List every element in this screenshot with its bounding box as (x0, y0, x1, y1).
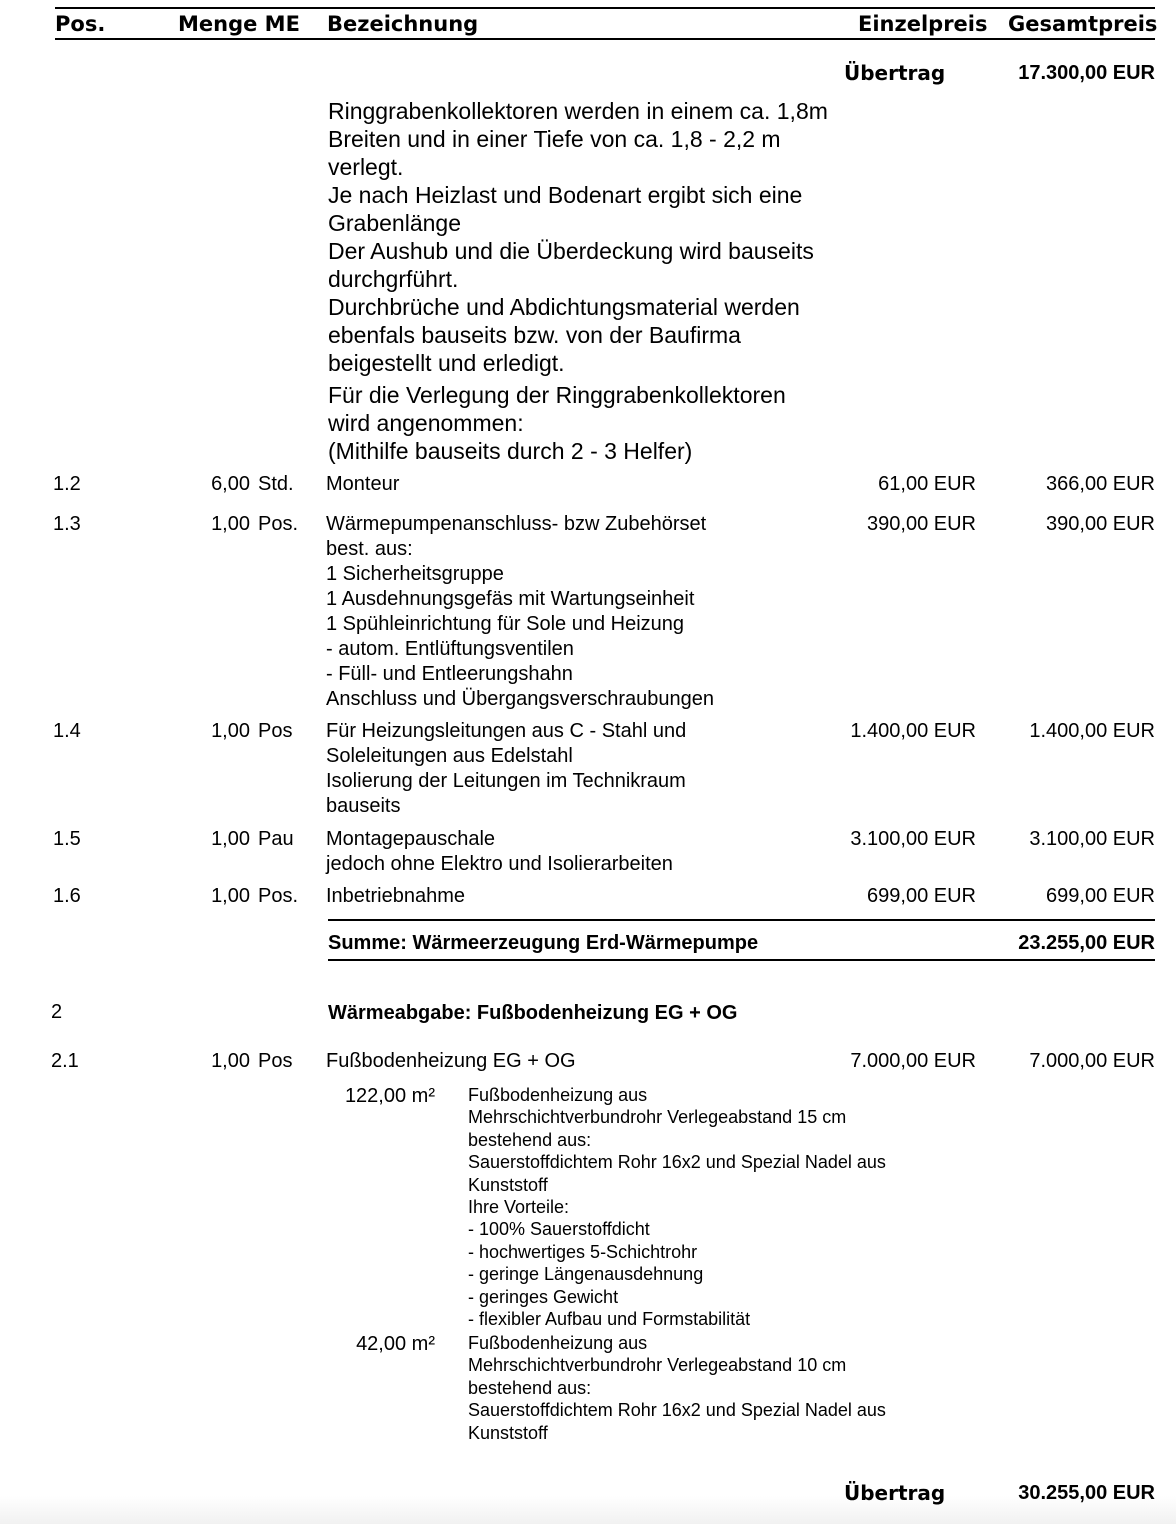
item-gesamtpreis: 7.000,00 EUR (1029, 1050, 1155, 1072)
subitem-quantity: 42,00 m² (356, 1333, 435, 1355)
intro-paragraph-1: Ringgrabenkollektoren werden in einem ca. 1,8m Breiten und in einer Tiefe von ca. 1,8 - 2,2 m verlegt. Je nach Heizlast und Bodenart ergibt sich eine Grabenlänge Der Aushub und die Überdeckung wird bauseits durchgrführt. Durchbrüche und Abdichtungsmaterial werden ebenfals bauseits bzw. von der Baufirma beigestellt und erledigt. (328, 98, 828, 376)
item-gesamtpreis: 390,00 EUR (1046, 513, 1155, 535)
item-menge: 6,00 (211, 473, 250, 495)
col-header-pos: Pos. (55, 12, 106, 36)
item-text: Wärmepumpenanschluss- bzw Zubehörset best. aus: 1 Sicherheitsgruppe 1 Ausdehnungsgefäs mit Wartungseinheit 1 Spühleinrichtung für Sole und Heizung - autom. Entlüftungsventilen - Füll- und Entleerungshahn Anschluss und Übergangsverschraubungen (326, 513, 715, 710)
item-me: Pos (258, 720, 293, 742)
item-me: Pau (258, 828, 294, 850)
item-text: Montagepauschale jedoch ohne Elektro und Isolierarbeiten (326, 828, 673, 875)
item-menge: 1,00 (211, 513, 250, 535)
section-pos: 2 (51, 1001, 63, 1023)
subitem-quantity: 122,00 m² (344, 1085, 435, 1107)
item-text: Fußbodenheizung EG + OG (326, 1050, 576, 1072)
item-einzelpreis: 1.400,00 EUR (850, 720, 976, 742)
item-menge: 1,00 (211, 828, 250, 850)
item-pos: 1.3 (53, 513, 81, 535)
header-bottom-rule (55, 38, 1155, 40)
item-pos: 2.1 (51, 1050, 79, 1072)
col-header-gesamtpreis: Gesamtpreis (1008, 12, 1158, 36)
item-text: Monteur (326, 473, 400, 495)
item-menge: 1,00 (211, 720, 250, 742)
summe-value: 23.255,00 EUR (1018, 932, 1155, 954)
col-header-menge: Menge ME (178, 12, 300, 36)
item-text: Für Heizungsleitungen aus C - Stahl und Soleleitungen aus Edelstahl Isolierung der Leitungen im Technikraum bauseits (326, 720, 687, 817)
item-pos: 1.5 (53, 828, 81, 850)
intro-paragraph-2: Für die Verlegung der Ringgrabenkollektoren wird angenommen: (Mithilfe bauseits durch 2 - 3 Helfer) (328, 382, 786, 464)
item-menge: 1,00 (211, 885, 250, 907)
item-me: Std. (258, 473, 294, 495)
uebertrag-top-value: 17.300,00 EUR (1018, 62, 1155, 84)
summe-top-rule (328, 919, 1155, 921)
item-menge: 1,00 (211, 1050, 250, 1072)
item-me: Pos. (258, 885, 299, 907)
item-me: Pos (258, 1050, 293, 1072)
header-top-rule (55, 7, 1155, 9)
subitem-text: Fußbodenheizung aus Mehrschichtverbundrohr Verlegeabstand 10 cm bestehend aus: Sauerstoffdichtem Rohr 16x2 und Spezial Nadel aus Kunststoff (468, 1333, 886, 1443)
item-einzelpreis: 390,00 EUR (867, 513, 976, 535)
item-pos: 1.6 (53, 885, 81, 907)
item-me: Pos. (258, 513, 299, 535)
col-header-bezeichnung: Bezeichnung (327, 12, 479, 36)
item-gesamtpreis: 699,00 EUR (1046, 885, 1155, 907)
item-einzelpreis: 7.000,00 EUR (850, 1050, 976, 1072)
summe-bottom-rule (328, 959, 1155, 961)
section-title: Wärmeabgabe: Fußbodenheizung EG + OG (328, 1002, 738, 1024)
item-pos: 1.2 (53, 473, 81, 495)
item-gesamtpreis: 366,00 EUR (1046, 473, 1155, 495)
item-pos: 1.4 (53, 720, 81, 742)
col-header-einzelpreis: Einzelpreis (858, 12, 988, 36)
item-text: Inbetriebnahme (326, 885, 465, 907)
subitem-text: Fußbodenheizung aus Mehrschichtverbundrohr Verlegeabstand 15 cm bestehend aus: Sauerstoffdichtem Rohr 16x2 und Spezial Nadel aus Kunststoff Ihre Vorteile: - 100% Sauerstoffdicht - hochwertiges 5-Schichtrohr - geringe Längenausdehnung - geringes Gewicht - flexibler Aufbau und Formstabilität (468, 1085, 886, 1330)
item-gesamtpreis: 3.100,00 EUR (1029, 828, 1155, 850)
summe-label: Summe: Wärmeerzeugung Erd-Wärmepumpe (328, 932, 759, 954)
uebertrag-top-label: Übertrag (844, 61, 946, 85)
uebertrag-bottom-value: 30.255,00 EUR (1018, 1482, 1155, 1504)
item-einzelpreis: 699,00 EUR (867, 885, 976, 907)
item-einzelpreis: 3.100,00 EUR (850, 828, 976, 850)
item-gesamtpreis: 1.400,00 EUR (1029, 720, 1155, 742)
item-einzelpreis: 61,00 EUR (878, 473, 976, 495)
uebertrag-bottom-label: Übertrag (844, 1481, 946, 1505)
